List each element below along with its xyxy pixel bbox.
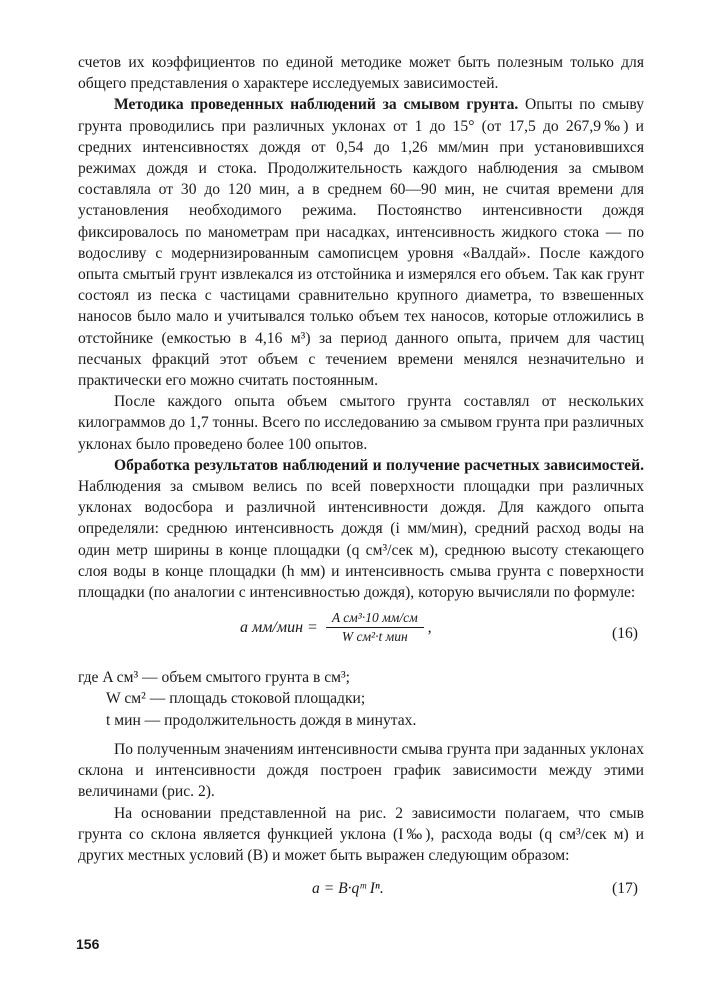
paragraph-function: На основании представленной на рис. 2 зависимости полагаем, что смыв грунта со склона является функцией уклона (I‰), расхода воды (q см³/сек м) и других местных условий (B) и может быть выражен следующим образом: <box>78 804 644 864</box>
formula-16-numerator: A см³·10 мм/см <box>331 610 418 626</box>
methodology-text: Опыты по смыву грунта проводились при различных уклонах от 1 до 15° (от 17,5 до 267,9‰) и средних интенсивностях дождя от 0,54 до 1,26 мм/мин при установившихся режимах дождя и стока. Продолжительность каждого наблюдения за смывом составляла от 30 до 120 мин, а в среднем 60—90 мин, не считая времени для установления необходимого режима. Постоянство интенсивности дождя фиксировалось по манометрам при насадках, интенсивность жидкого стока — по водосливу с модернизированным самописцем уровня «Валдай». После каждого опыта смытый грунт извлекался из отстойника и измерялся его объем. Так как грунт состоял из песка с частицами сравнительно крупного диаметра, то взвешенных наносов было мало и учитывался только объем тех наносов, которые отложились в отстойнике (емкостью в 4,16 м³) за период данного опыта, причем для частиц песчаных фракций этот объем с течением времени менялся незначительно и практически его можно считать постоянным. <box>78 96 644 390</box>
formula-17-expression: a = B·qᵐ Iⁿ. <box>312 880 384 898</box>
paragraph-graph: По полученным значениям интенсивности смыва грунта при заданных уклонах склона и интенсивности дождя построен график зависимости между этими величинами (рис. 2). <box>78 740 644 801</box>
paragraph-results-count: После каждого опыта объем смытого грунта составлял от нескольких килограммов до 1,7 тонны. Всего по исследованию за смывом грунта при различных уклонах было проведено более 100 опытов. <box>78 393 644 453</box>
paragraph-methodology <box>78 94 644 391</box>
section-heading-methodology: Методика проведенных наблюдений за смывом грунта. <box>114 96 519 114</box>
paragraph-processing <box>78 455 644 603</box>
formula-16 <box>78 609 644 665</box>
page-text <box>78 52 644 906</box>
section-heading-processing: Обработка результатов наблюдений и получение расчетных зависимостей. <box>114 456 644 474</box>
definition-t: t мин — продолжительность дождя в минутах. <box>106 711 417 729</box>
equation-number-16: (16) <box>612 625 638 643</box>
page-number: 156 <box>76 936 100 952</box>
equation-number-17: (17) <box>612 880 638 898</box>
processing-text: Наблюдения за смывом велись по всей поверхности площадки при различных уклонах водосбора и различной интенсивности дождя. Для каждого опыта определяли: среднюю интенсивность дождя (i мм/мин), средний расход воды на один метр ширины в конце площадки (q см³/сек м), среднюю высоту стекающего слоя воды в конце площадки (h мм) и интенсивность смыва грунта с поверхности площадки (по аналогии с интенсивностью дождя), которую вычисляли по формуле: <box>78 478 644 602</box>
formula-16-denominator: W см²·t мин <box>341 629 408 645</box>
formula-16-fraction <box>326 609 424 646</box>
definition-a: где A см³ — объем смытого грунта в см³; <box>78 669 351 687</box>
formula-definitions <box>78 667 644 731</box>
definition-w: W см² — площадь стоковой площадки; <box>106 690 366 708</box>
formula-17 <box>78 872 644 906</box>
formula-16-comma: , <box>427 619 432 637</box>
paragraph-intro: счетов их коэффициентов по единой методике может быть полезным только для общего представления о характере исследуемых зависимостей. <box>78 54 644 93</box>
formula-16-lhs: a мм/мин = <box>240 619 318 637</box>
formula-16-expression <box>240 609 432 646</box>
